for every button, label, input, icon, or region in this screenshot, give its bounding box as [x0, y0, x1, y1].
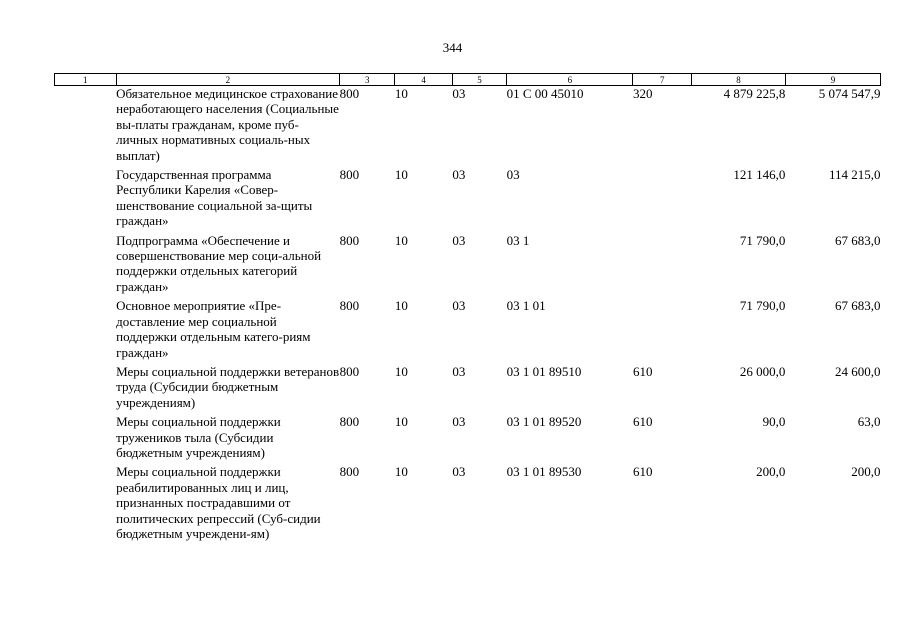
cell-target-article: 03 1 01	[506, 298, 546, 314]
cell-subsection: 03	[452, 86, 466, 101]
cell-name: Основное мероприятие «Пре-доставление мер социальной поддержки отдельным катего-риям граждан»	[116, 298, 311, 360]
column-number-header	[55, 74, 881, 86]
cell-subsection: 03	[452, 464, 466, 480]
column-header-1: 1	[55, 74, 117, 86]
cell-subsection: 03	[452, 414, 466, 430]
cell-section: 10	[394, 298, 408, 314]
cell-section: 10	[394, 363, 408, 379]
cell-amount-2: 67 683,0	[835, 232, 881, 248]
cell-expense-type	[633, 233, 691, 299]
cell-target-article: 01 С 00 45010	[506, 86, 584, 101]
budget-table	[54, 73, 881, 545]
cell-amount-1: 71 790,0	[739, 298, 786, 314]
column-header-5: 5	[452, 74, 506, 86]
cell-amount-1: 26 000,0	[739, 363, 786, 379]
cell-amount-1: 4 879 225,8	[723, 86, 786, 101]
cell-amount-2: 67 683,0	[835, 298, 881, 314]
column-header-9: 9	[785, 74, 880, 86]
cell-expense-type: 320	[632, 86, 653, 101]
cell-target-article: 03 1 01 89510	[506, 363, 582, 379]
cell-expense-type	[633, 298, 691, 364]
cell-blank	[55, 364, 117, 414]
cell-target-article: 03 1	[506, 232, 530, 248]
cell-target-article: 03 1 01 89520	[506, 414, 582, 430]
cell-subsection: 03	[452, 298, 466, 314]
table-row	[55, 464, 881, 545]
cell-target-article: 03	[506, 167, 520, 183]
cell-subsection: 03	[452, 363, 466, 379]
cell-target-article: 03 1 01 89530	[506, 464, 582, 480]
cell-ministry: 800	[339, 167, 360, 183]
table-row	[55, 233, 881, 299]
cell-amount-1: 200,0	[756, 464, 786, 480]
table-row	[55, 364, 881, 414]
cell-expense-type: 610	[632, 414, 653, 430]
cell-name: Подпрограмма «Обеспечение и совершенствование мер соци-альной поддержки отдельных категорий граждан»	[116, 232, 322, 294]
cell-ministry: 800	[339, 86, 360, 101]
cell-ministry: 800	[339, 232, 360, 248]
column-header-2: 2	[116, 74, 339, 86]
cell-blank	[55, 464, 117, 545]
cell-section: 10	[394, 86, 408, 101]
cell-blank	[55, 167, 117, 233]
cell-amount-2: 200,0	[851, 464, 881, 480]
cell-section: 10	[394, 464, 408, 480]
cell-amount-1: 90,0	[762, 414, 786, 430]
table-row	[55, 414, 881, 464]
cell-expense-type	[633, 167, 691, 233]
cell-ministry: 800	[339, 464, 360, 480]
cell-name: Меры социальной поддержки тружеников тыла (Субсидии бюджетным учреждениям)	[116, 414, 281, 460]
column-header-3: 3	[340, 74, 395, 86]
cell-expense-type: 610	[632, 464, 653, 480]
page-number: 344	[442, 40, 463, 55]
cell-ministry: 800	[339, 414, 360, 430]
table-row	[55, 298, 881, 364]
cell-blank	[55, 233, 117, 299]
cell-amount-1: 121 146,0	[733, 167, 786, 183]
cell-amount-1: 71 790,0	[739, 232, 786, 248]
column-header-7: 7	[633, 74, 691, 86]
cell-name: Меры социальной поддержки реабилитированных лиц и лиц, признанных пострадавшими от политических репрессий (Суб-сидии бюджетным учреждени-ям)	[116, 464, 321, 541]
cell-ministry: 800	[339, 363, 360, 379]
column-header-6: 6	[507, 74, 633, 86]
cell-blank	[55, 86, 117, 168]
cell-expense-type: 610	[632, 363, 653, 379]
cell-section: 10	[394, 414, 408, 430]
cell-subsection: 03	[452, 232, 466, 248]
cell-blank	[55, 414, 117, 464]
cell-amount-2: 24 600,0	[835, 363, 881, 379]
cell-section: 10	[394, 167, 408, 183]
cell-name: Меры социальной поддержки ветеранов труда (Субсидии бюджетным учреждениям)	[116, 363, 340, 410]
cell-name: Обязательное медицинское страхование неработающего населения (Социальные вы-платы гражданам, кроме пуб-личных нормативных социаль-ных выплат)	[116, 86, 339, 163]
cell-name: Государственная программа Республики Карелия «Совер-шенствование социальной за-щиты граждан»	[116, 167, 313, 229]
cell-subsection: 03	[452, 167, 466, 183]
cell-amount-2: 5 074 547,9	[818, 86, 881, 101]
table-row	[55, 167, 881, 233]
cell-amount-2: 63,0	[857, 414, 881, 430]
cell-ministry: 800	[339, 298, 360, 314]
table-row	[55, 86, 881, 168]
column-header-8: 8	[691, 74, 785, 86]
column-header-4: 4	[395, 74, 452, 86]
cell-amount-2: 114 215,0	[828, 167, 881, 183]
cell-section: 10	[394, 232, 408, 248]
cell-blank	[55, 298, 117, 364]
